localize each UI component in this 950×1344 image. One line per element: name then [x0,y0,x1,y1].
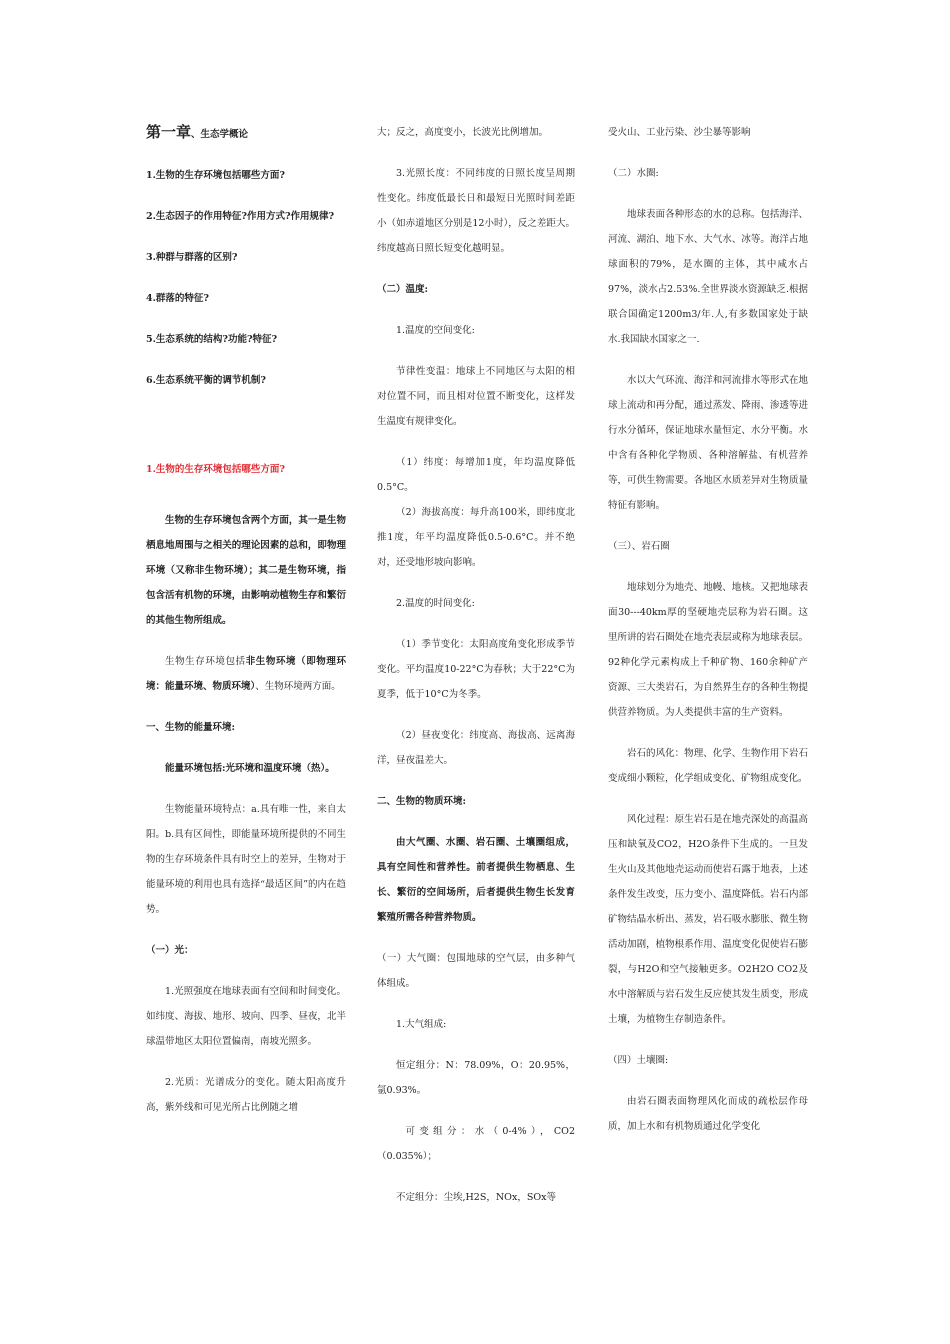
paragraph-energy: 能量环境包括:光环境和温度环境（热）。 [165,763,335,774]
heading-energy-environment: 一、生物的能量环境: [146,722,236,733]
paragraph-temp-altitude: （2）海拔高度：每升高100米，即纬度北推1度，年平均温度降低0.5-0.6°C。并不绝对，还受地形坡向影响。 [377,507,575,568]
heading-hydrosphere: （二）水圈: [608,168,659,179]
paragraph-lithosphere: 地球划分为地壳、地幔、地核。又把地球表面30---40km厚的坚硬地壳层称为岩石圈。这里所讲的岩石圈处在地壳表层或称为地球表层。92种化学元素构成上千种矿物、160余种矿产资源、三大类岩石，为自然界生存的各种生物提供营养物质。为人类提供丰富的生产资料。 [608,582,808,718]
paragraph-temp-rhythm: 节律性变温：地球上不同地区与太阳的相对位置不同，而且相对位置不断变化，这样发生温度有规律变化。 [377,366,575,427]
question-1: 1.生物的生存环境包括哪些方面? [146,170,285,181]
paragraph-temp-temporal: 2.温度的时间变化: [396,598,475,609]
paragraph-light-quality: 2.光质：光谱成分的变化。随太阳高度升高，紫外线和可见光所占比例随之增 [146,1077,346,1113]
paragraph-soil: 由岩石圈表面物理风化而成的疏松层作母质，加上水和有机物质通过化学变化 [608,1096,808,1132]
paragraph-constant-components: 恒定组分：N：78.09%，O：20.95%，氩0.93%。 [377,1060,575,1096]
question-6: 6.生态系统平衡的调节机制? [146,375,266,386]
paragraph-atmosphere-composition: 1.大气组成: [396,1019,447,1030]
paragraph-environment-types: 生物生存环境包括非生物环境（即物理环境：能量环境、物质环境）、生物环境两方面。 [146,656,346,692]
chapter-subtitle: 、生态学概论 [191,129,249,140]
heading-light: （一）光： [146,945,194,956]
paragraph-water-cycle: 水以大气环流、海洋和河流排水等形式在地球上流动和再分配，通过蒸发、降雨、渗透等进行水分循环，保证地球水量恒定、水分平衡。水中含有各种化学物质、各种溶解盐、有机营养等，可供生物需要。各地区水质差异对生物质量特征有影响。 [608,375,808,511]
column-right [608,120,808,1139]
paragraph-variable-components: 可变组分：水（0-4%），CO2（0.035%）； [377,1126,575,1162]
paragraph-continued: 大；反之，高度变小，长波光比例增加。 [377,127,549,138]
heading-temperature: （二）温度: [377,284,429,295]
paragraph-weathering: 岩石的风化：物理、化学、生物作用下岩石变成细小颗粒，化学组成变化、矿物组成变化。 [608,748,808,784]
paragraph-light-intensity: 1.光照强度在地球表面有空间和时间变化。如纬度、海拔、地形、坡向、四季、昼夜，北半球温带地区太阳位置偏南，南坡光照多。 [146,986,346,1047]
paragraph-water-definition: 地球表面各种形态的水的总称。包括海洋、河流、湖泊、地下水、大气水、冰等。海洋占地球面积的79%，是水圈的主体，其中咸水占97%，淡水占2.53%.全世界淡水资源缺乏.根据联合国确定1200m3/年.人,有多数国家处于缺水.我国缺水国家之一. [608,209,808,345]
chapter-heading [146,120,346,147]
paragraph-unfixed-components: 不定组分：尘埃,H2S，NOx，SOx等 [396,1192,556,1203]
section-heading-red: 1.生物的生存环境包括哪些方面? [146,464,285,475]
question-4: 4.群落的特征? [146,293,209,304]
paragraph-weathering-process: 风化过程：原生岩石是在地壳深处的高温高压和缺氧及CO2，H2O条件下生成的。一旦发生火山及其他地壳运动而使岩石露于地表，上述条件发生改变，压力变小、温度降低。岩石内部矿物结晶水析出、蒸发，岩石吸水膨胀、微生物活动加剧，植物根系作用、温度变化促使岩石膨裂，与H2O和空气接触更多。O2H2O CO2及水中溶解质与岩石发生反应使其发生质变，形成土壤，为植物生存制造条件。 [608,814,808,1025]
paragraph-matter: 由大气圈、水圈、岩石圈、土壤圈组成，具有空间性和营养性。前者提供生物栖息、生长、繁衍的空间场所，后者提供生物生长发育繁殖所需各种营养物质。 [377,837,575,923]
paragraph-temp-season: （1）季节变化：太阳高度角变化形成季节变化。平均温度10-22°C为春秋；大于22°C为夏季，低于10°C为冬季。 [377,639,575,700]
paragraph-light-duration: 3.光照长度：不同纬度的日照长度呈周期性变化。纬度低最长日和最短日光照时间差距小（如赤道地区分别是12小时），反之差距大。纬度越高日照长短变化越明显。 [377,168,575,254]
paragraph-atmosphere: （一）大气圈：包围地球的空气层，由多种气体组成。 [377,953,575,989]
heading-lithosphere: （三）、岩石圈 [608,541,670,552]
paragraph-energy-features: 生物能量环境特点：a.具有唯一性，来自太阳。b.具有区间性，即能量环境所提供的不同生物的生存环境条件具有时空上的差异，生物对于能量环境的利用也具有选择“最适区间”的内在趋势。 [146,804,346,915]
heading-matter-environment: 二、生物的物质环境: [377,796,467,807]
paragraph-temp-daynight: （2）昼夜变化：纬度高、海拔高、远离海洋，昼夜温差大。 [377,730,575,766]
paragraph-temp-latitude: （1）纬度：每增加1度，年均温度降低0.5°C。 [377,457,575,493]
paragraph-environment: 生物的生存环境包含两个方面，其一是生物栖息地周围与之相关的理论因素的总和，即物理环境（又称非生物环境）；其二是生物环境，指包含活有机物的环境，由影响动植物生存和繁衍的其他生物所组成。 [146,515,346,626]
question-3: 3.种群与群落的区别? [146,252,238,263]
chapter-title: 第一章 [146,123,192,141]
column-left [146,120,346,1120]
question-2: 2.生态因子的作用特征?作用方式?作用规律? [146,211,335,222]
paragraph-continued: 受火山、工业污染、沙尘暴等影响 [608,127,751,138]
paragraph-temp-spatial: 1.温度的空间变化: [396,325,475,336]
column-middle [377,120,575,1210]
question-5: 5.生态系统的结构?功能?特征? [146,334,278,345]
heading-pedosphere: （四）土壤圈: [608,1055,669,1066]
